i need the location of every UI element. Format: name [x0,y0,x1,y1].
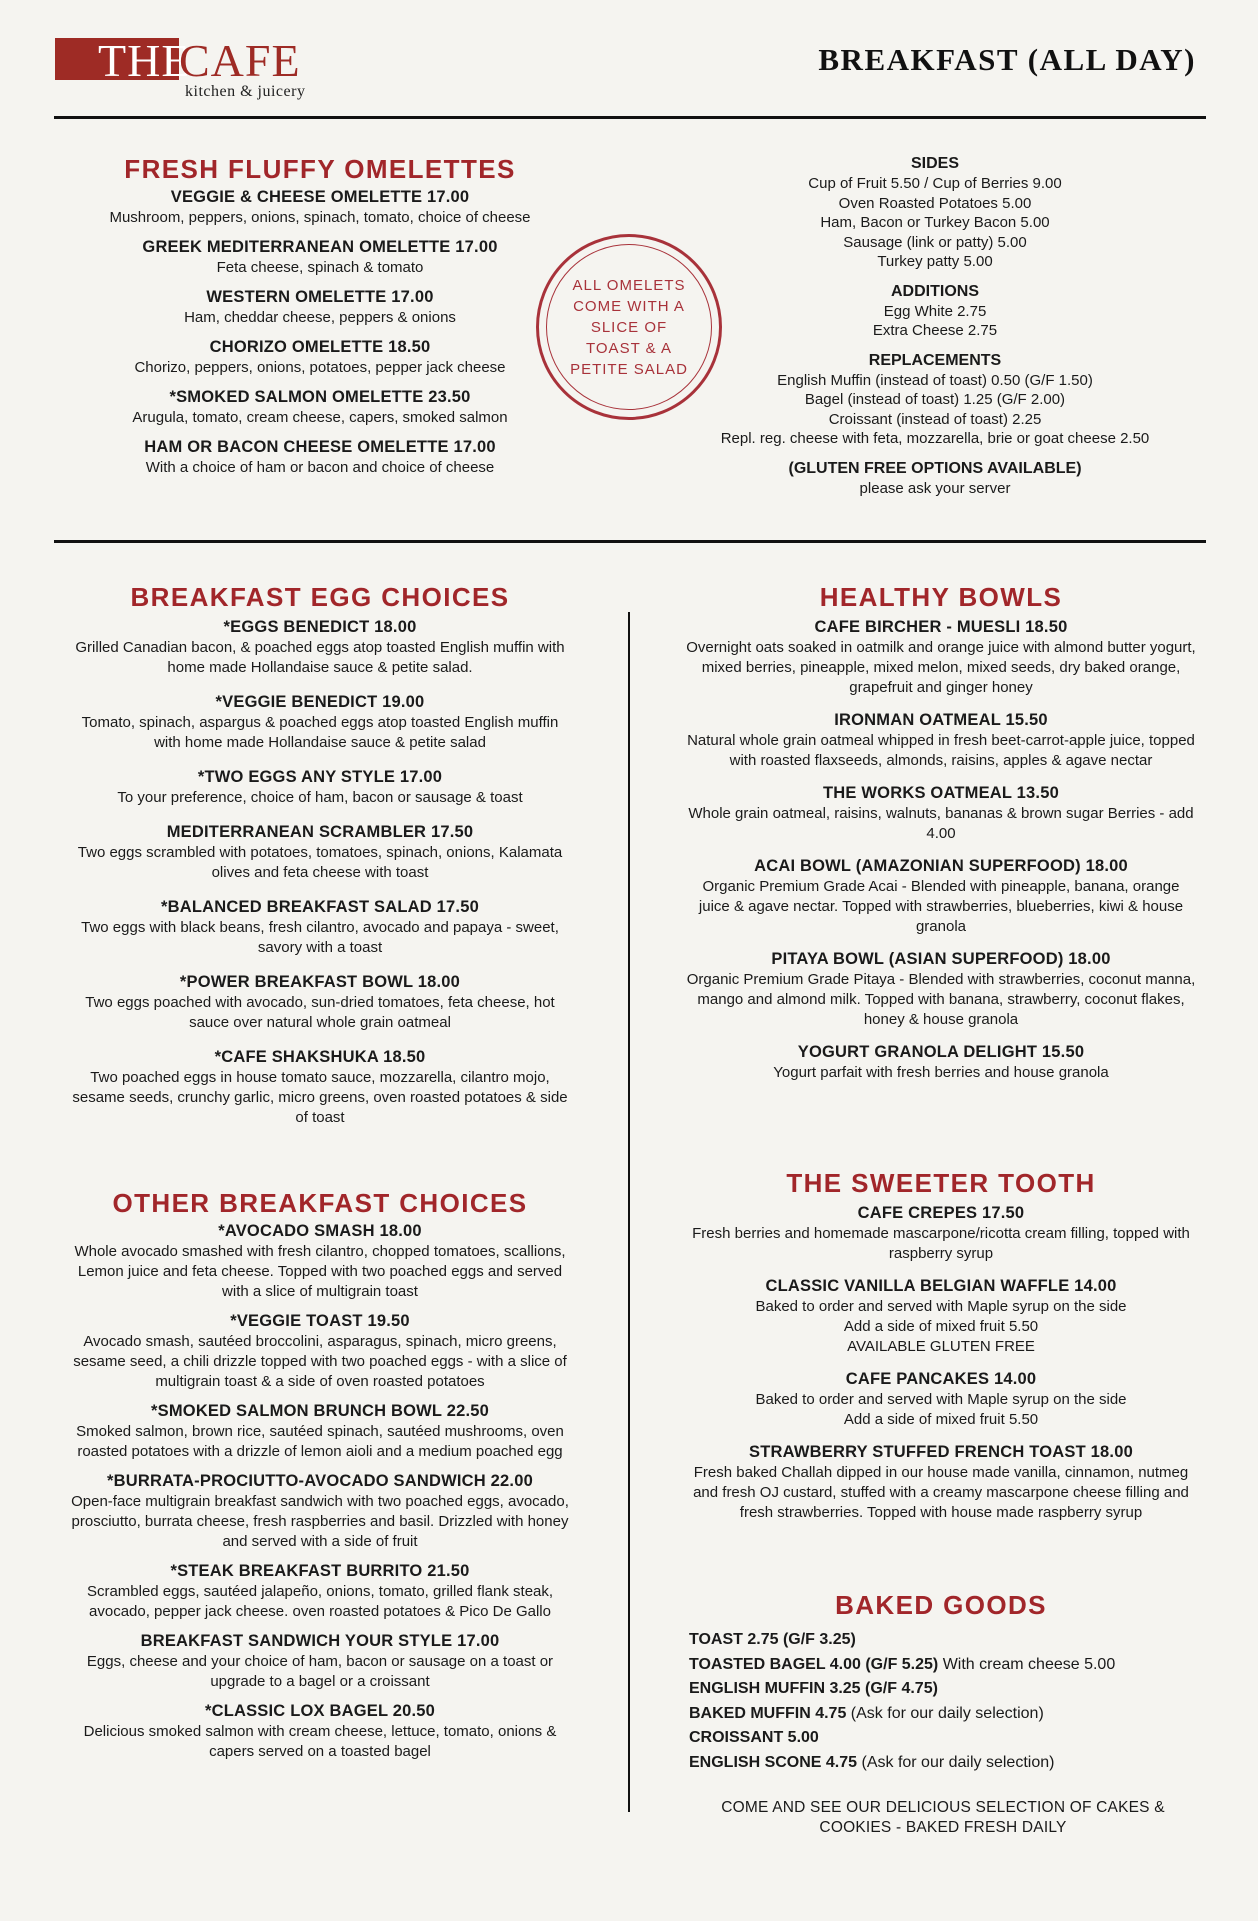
menu-item [686,949,1196,1030]
menu-item [70,692,570,753]
menu-item [70,1471,570,1552]
menu-item [686,856,1196,937]
sides-line: Egg White 2.75 [883,302,987,320]
menu-item [686,1369,1196,1430]
menu-item [70,387,570,428]
menu-item-description: Mushroom, peppers, onions, spinach, tomato, choice of cheese [109,209,531,226]
menu-item [686,1203,1196,1264]
baked-goods-item-note: With cream cheese 5.00 [938,1655,1116,1673]
menu-item-description: Avocado smash, sautéed broccolini, asparagus, spinach, micro greens, sesame seed, a chili drizzle topped with two poached eggs - with a slice of multigrain toast & a side of oven roasted potatoes [73,1333,567,1390]
menu-item [70,1631,570,1692]
menu-item-description: Overnight oats soaked in oatmilk and orange juice with almond butter yogurt, mixed berries, pineapple, mixed melon, mixed seeds, dry baked orange, grapefruit and ginger honey [686,639,1196,696]
top-divider [54,116,1206,119]
menu-item [686,617,1196,698]
menu-item-name: *TWO EGGS ANY STYLE 17.00 [197,768,443,786]
middle-divider [54,540,1206,543]
menu-item [70,437,570,478]
sides-line: please ask your server [859,479,1011,497]
menu-item-name: *STEAK BREAKFAST BURRITO 21.50 [170,1562,470,1580]
column-divider [628,612,630,1812]
menu-item-name: THE WORKS OATMEAL 13.50 [823,784,1059,802]
sides-line: Sausage (link or patty) 5.00 [843,233,1027,251]
menu-item [686,1042,1196,1083]
menu-item [70,1311,570,1392]
menu-item-name: *SMOKED SALMON OMELETTE 23.50 [169,388,471,406]
menu-item-name: *BURRATA-PROCIUTTO-AVOCADO SANDWICH 22.00 [107,1472,533,1490]
menu-item [70,237,570,278]
menu-item-name: CAFE PANCAKES 14.00 [845,1370,1037,1388]
menu-item [70,1221,570,1302]
baked-goods-item-name: TOASTED BAGEL 4.00 (G/F 5.25) [689,1655,939,1673]
healthy-bowls-section [686,582,1196,1083]
menu-item-description: Organic Premium Grade Acai - Blended with pineapple, banana, orange juice & agave nectar. Topped with strawberries, blueberries, kiwi & house granola [698,878,1184,935]
menu-item-description: Whole avocado smashed with fresh cilantro, chopped tomatoes, scallions, Lemon juice and feta cheese. Topped with two poached eggs and served with a slice of multigrain toast [74,1243,566,1300]
menu-item [70,972,570,1033]
menu-item-description: Organic Premium Grade Pitaya - Blended with strawberries, coconut manna, mango and almond milk. Topped with banana, strawberry, coconut flakes, honey & house granola [686,971,1196,1028]
menu-item-description: Two eggs with black beans, fresh cilantro, avocado and papaya - sweet, savory with a toast [81,919,559,956]
baked-goods-item [689,1751,1209,1776]
sides-line: Croissant (instead of toast) 2.25 [828,410,1042,428]
menu-item-description: Eggs, cheese and your choice of ham, bacon or sausage on a toast or upgrade to a bagel or a croissant [86,1653,554,1690]
baked-goods-item [689,1628,1209,1653]
menu-item-name: *SMOKED SALMON BRUNCH BOWL 22.50 [151,1402,489,1420]
cafe-logo [55,35,315,104]
menu-item [70,187,570,228]
menu-item-name: *CAFE SHAKSHUKA 18.50 [214,1048,426,1066]
menu-item [70,1047,570,1128]
menu-item-name: BREAKFAST SANDWICH YOUR STYLE 17.00 [140,1632,500,1650]
menu-item-name: MEDITERRANEAN SCRAMBLER 17.50 [166,823,474,841]
menu-item-description: Two eggs scrambled with potatoes, tomatoes, spinach, onions, Kalamata olives and feta cheese with toast [77,844,563,881]
omelettes-title: FRESH FLUFFY OMELETTES [124,154,516,184]
sides-section [700,154,1170,498]
sides-line: Ham, Bacon or Turkey Bacon 5.00 [820,214,1050,231]
menu-item [686,710,1196,771]
menu-item [70,1701,570,1762]
logo-the: THE [98,35,191,86]
stamp-text: ALL OMELETS COME WITH A SLICE OF TOAST & A PETITE SALAD [570,276,688,378]
menu-item-description: Delicious smoked salmon with cream cheese, lettuce, tomato, onions & capers served on a toasted bagel [83,1723,557,1760]
menu-item-description: Two poached eggs in house tomato sauce, mozzarella, cilantro mojo, sesame seeds, crunchy garlic, micro greens, oven roasted potatoes & side of toast [72,1069,568,1126]
menu-item-description: Open-face multigrain breakfast sandwich with two poached eggs, avocado, prosciutto, burrata cheese, fresh raspberries and basil. Drizzled with honey and served with a side of fruit [71,1493,569,1550]
menu-item-description: Feta cheese, spinach & tomato [216,259,424,276]
menu-item-description: Fresh baked Challah dipped in our house made vanilla, cinnamon, nutmeg and fresh OJ custard, stuffed with a creamy mascarpone cheese filling and fresh strawberries. Topped with house made raspberry syrup [693,1464,1189,1521]
menu-item [70,897,570,958]
baked-goods-item [689,1702,1209,1727]
baked-goods-list [689,1628,1209,1775]
menu-item-name: GREEK MEDITERRANEAN OMELETTE 17.00 [142,238,498,256]
menu-item [70,337,570,378]
omelettes-section [70,154,570,478]
omelet-note-stamp [536,234,722,420]
menu-item-name: *AVOCADO SMASH 18.00 [218,1222,422,1240]
menu-item-description: Baked to order and served with Maple syrup on the side Add a side of mixed fruit 5.50 AVAILABLE GLUTEN FREE [755,1298,1127,1355]
logo-subtitle: kitchen & juicery [185,83,306,100]
menu-item-name: WESTERN OMELETTE 17.00 [206,288,434,306]
page-title: BREAKFAST (ALL DAY) [818,42,1196,77]
menu-item-description: Baked to order and served with Maple syrup on the side Add a side of mixed fruit 5.50 [755,1391,1127,1428]
menu-item-name: CLASSIC VANILLA BELGIAN WAFFLE 14.00 [765,1277,1117,1295]
baked-goods-item [689,1677,1209,1702]
menu-item [70,287,570,328]
sides-line: Oven Roasted Potatoes 5.00 [838,194,1032,212]
menu-item [686,783,1196,844]
menu-item [70,767,570,808]
menu-item-name: CHORIZO OMELETTE 18.50 [209,338,431,356]
baked-goods-item-note: (Ask for our daily selection) [846,1704,1044,1722]
baked-goods-title: BAKED GOODS [835,1590,1047,1620]
menu-item-description: Chorizo, peppers, onions, potatoes, pepper jack cheese [134,359,506,376]
sweeter-tooth-section [686,1168,1196,1523]
sides-group-heading: REPLACEMENTS [868,351,1002,369]
menu-item-description: Arugula, tomato, cream cheese, capers, smoked salmon [132,409,508,426]
menu-item [70,1561,570,1622]
menu-item-description: Ham, cheddar cheese, peppers & onions [184,309,456,326]
sides-group-heading: (GLUTEN FREE OPTIONS AVAILABLE) [788,459,1082,477]
other-choices-section [70,1188,570,1762]
sides-line: Cup of Fruit 5.50 / Cup of Berries 9.00 [808,175,1062,192]
baked-goods-item-name: TOAST 2.75 (G/F 3.25) [689,1631,856,1648]
menu-item-name: IRONMAN OATMEAL 15.50 [834,711,1048,729]
menu-item [686,1442,1196,1523]
sweeter-tooth-title: THE SWEETER TOOTH [786,1168,1096,1198]
menu-item-description: Natural whole grain oatmeal whipped in fresh beet-carrot-apple juice, topped with roasted flaxseeds, almonds, raisins, apples & agave nectar [687,732,1195,769]
baked-goods-item-name: ENGLISH SCONE 4.75 [689,1753,858,1771]
menu-item-description: To your preference, choice of ham, bacon or sausage & toast [117,789,523,806]
menu-item-name: *VEGGIE TOAST 19.50 [230,1312,410,1330]
baked-goods-item-name: BAKED MUFFIN 4.75 [689,1704,847,1722]
menu-item [70,822,570,883]
menu-item-name: *VEGGIE BENEDICT 19.00 [215,693,425,711]
menu-item-name: STRAWBERRY STUFFED FRENCH TOAST 18.00 [749,1443,1133,1461]
sides-line: English Muffin (instead of toast) 0.50 (G/F 1.50) [777,371,1093,389]
menu-item-name: CAFE CREPES 17.50 [857,1204,1025,1222]
menu-item-name: ACAI BOWL (AMAZONIAN SUPERFOOD) 18.00 [754,857,1128,875]
menu-item-description: Yogurt parfait with fresh berries and house granola [773,1064,1109,1081]
logo-cafe: CAFE [179,35,301,86]
menu-item-name: PITAYA BOWL (ASIAN SUPERFOOD) 18.00 [771,950,1111,968]
menu-item-description: Scrambled eggs, sautéed jalapeño, onions, tomato, grilled flank steak, avocado, pepper jack cheese. oven roasted potatoes & Pico De Gallo [86,1583,554,1620]
menu-item-name: *CLASSIC LOX BAGEL 20.50 [204,1702,436,1720]
menu-item-description: With a choice of ham or bacon and choice of cheese [145,459,495,476]
baked-goods-item-name: CROISSANT 5.00 [689,1729,819,1746]
sides-line: Turkey patty 5.00 [877,253,993,270]
menu-item [686,1276,1196,1357]
baked-goods-item-note: (Ask for our daily selection) [857,1753,1055,1771]
menu-item-name: VEGGIE & CHEESE OMELETTE 17.00 [170,188,470,206]
healthy-bowls-title: HEALTHY BOWLS [819,582,1063,612]
menu-item-description: Smoked salmon, brown rice, sautéed spinach, sautéed mushrooms, oven roasted potatoes with a drizzle of lemon aioli and a medium poached egg [76,1423,564,1460]
menu-item-name: YOGURT GRANOLA DELIGHT 15.50 [797,1043,1085,1061]
sides-line: Repl. reg. cheese with feta, mozzarella, brie or goat cheese 2.50 [720,430,1150,447]
menu-item-description: Fresh berries and homemade mascarpone/ricotta cream filling, topped with raspberry syrup [692,1225,1190,1262]
menu-item-name: CAFE BIRCHER - MUESLI 18.50 [814,618,1068,636]
baked-goods-item-name: ENGLISH MUFFIN 3.25 (G/F 4.75) [689,1680,938,1697]
menu-item-description: Tomato, spinach, aspargus & poached eggs atop toasted English muffin with home made Hollandaise sauce & petite salad [81,714,559,751]
menu-item-name: *BALANCED BREAKFAST SALAD 17.50 [161,898,479,916]
menu-item-name: *EGGS BENEDICT 18.00 [223,618,417,636]
menu-item-name: HAM OR BACON CHEESE OMELETTE 17.00 [144,438,496,456]
sides-line: Extra Cheese 2.75 [872,322,998,339]
menu-item-description: Whole grain oatmeal, raisins, walnuts, bananas & brown sugar Berries - add 4.00 [688,805,1194,842]
baked-goods-footer: COME AND SEE OUR DELICIOUS SELECTION OF CAKES & COOKIES - BAKED FRESH DAILY [721,1799,1165,1836]
menu-item [70,1401,570,1462]
menu-item-name: *POWER BREAKFAST BOWL 18.00 [179,973,461,991]
egg-choices-title: BREAKFAST EGG CHOICES [130,582,510,612]
sides-group-heading: SIDES [910,155,959,172]
baked-goods-item [689,1653,1209,1678]
sides-group-heading: ADDITIONS [891,282,979,300]
menu-item-description: Grilled Canadian bacon, & poached eggs atop toasted English muffin with home made Hollandaise sauce & petite salad. [75,639,565,676]
sides-line: Bagel (instead of toast) 1.25 (G/F 2.00) [804,391,1066,408]
other-choices-title: OTHER BREAKFAST CHOICES [112,1188,528,1218]
baked-goods-section [686,1590,1196,1620]
menu-item [70,617,570,678]
baked-goods-item [689,1726,1209,1751]
egg-choices-section [70,582,570,1128]
menu-item-description: Two eggs poached with avocado, sun-dried tomatoes, feta cheese, hot sauce over natural whole grain oatmeal [85,994,555,1031]
